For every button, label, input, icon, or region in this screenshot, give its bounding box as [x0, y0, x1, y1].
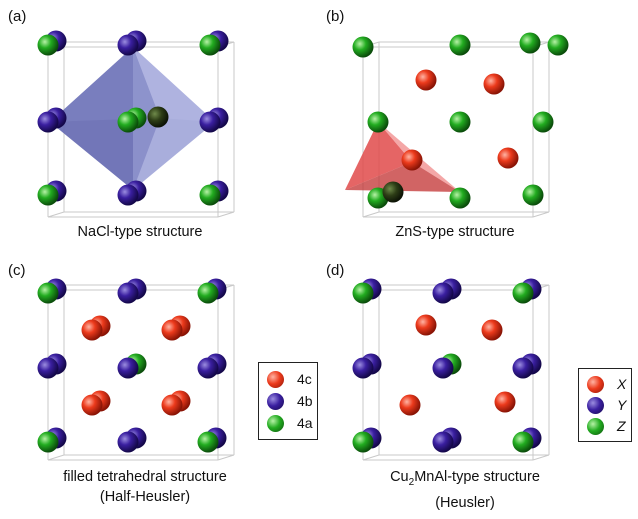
legend-item-4b — [267, 391, 327, 413]
blue-atom — [200, 112, 221, 133]
panel-label-a: (a) — [8, 8, 27, 25]
caption-half-heusler-line2: (Half-Heusler) — [99, 489, 191, 505]
blue-atom — [433, 283, 454, 304]
caption-half-heusler-line1: filled tetrahedral structure — [63, 469, 227, 485]
legend-item-4c — [267, 369, 327, 391]
unit-cell-edge — [533, 212, 549, 217]
green-atom — [118, 112, 139, 133]
red-atom-icon — [267, 371, 284, 388]
blue-atom-icon — [587, 397, 604, 414]
blue-atom — [118, 358, 139, 379]
green-atom — [368, 112, 389, 133]
red-atom — [82, 320, 103, 341]
green-atom — [38, 283, 59, 304]
caption-zns: ZnS-type structure — [395, 224, 515, 240]
legend-item-y — [587, 395, 638, 417]
blue-atom — [118, 35, 139, 56]
caption-heusler-sub: 2 — [408, 476, 415, 488]
caption-nacl: NaCl-type structure — [77, 224, 203, 240]
green-atom — [533, 112, 554, 133]
blue-atom — [198, 358, 219, 379]
green-atom — [38, 432, 59, 453]
blue-atom — [433, 432, 454, 453]
caption-heusler-post: MnAl-type structure — [414, 469, 540, 485]
legend-item-4a — [267, 413, 327, 435]
green-atom — [353, 283, 374, 304]
coordination-polyhedra — [50, 47, 460, 192]
unit-cell-edge — [48, 455, 64, 460]
caption-heusler — [330, 467, 600, 513]
blue-atom — [433, 358, 454, 379]
unit-cell-edge — [48, 212, 64, 217]
green-atom — [198, 283, 219, 304]
red-atom — [416, 315, 437, 336]
blue-atom — [118, 432, 139, 453]
green-atom — [353, 432, 374, 453]
legend-item-z — [587, 416, 638, 438]
green-atom — [38, 35, 59, 56]
blue-atom — [353, 358, 374, 379]
caption-heusler-pre: Cu — [390, 469, 409, 485]
green-atom — [200, 185, 221, 206]
legend-item-x — [587, 374, 638, 396]
legend-label-z: Z — [617, 418, 626, 434]
green-atom-icon — [267, 415, 284, 432]
legend-label-4a: 4a — [297, 415, 313, 431]
legend-label-x: X — [617, 376, 627, 392]
blue-atom-icon — [267, 393, 284, 410]
legend-d — [578, 368, 632, 442]
green-atom — [520, 33, 541, 54]
panel-label-c: (c) — [8, 262, 26, 279]
red-atom — [498, 148, 519, 169]
unit-cell-edge — [363, 212, 379, 217]
red-atom — [484, 74, 505, 95]
green-atom-icon — [587, 418, 604, 435]
blue-atom — [513, 358, 534, 379]
dark-atom — [383, 182, 404, 203]
green-atom — [450, 112, 471, 133]
unit-cell-edge — [363, 455, 379, 460]
green-atom — [548, 35, 569, 56]
green-atom — [523, 185, 544, 206]
green-atom — [200, 35, 221, 56]
legend-label-y: Y — [617, 397, 627, 413]
green-atom — [353, 37, 374, 58]
red-atom — [482, 320, 503, 341]
green-atom — [450, 35, 471, 56]
legend-c — [258, 362, 318, 440]
panel-label-b: (b) — [326, 8, 345, 25]
red-atom — [82, 395, 103, 416]
blue-atom — [118, 283, 139, 304]
red-atom-icon — [587, 376, 604, 393]
legend-label-4b: 4b — [297, 393, 313, 409]
unit-cell-edge — [533, 455, 549, 460]
red-atom — [162, 395, 183, 416]
red-atom — [162, 320, 183, 341]
caption-half-heusler — [10, 467, 280, 507]
green-atom — [513, 432, 534, 453]
green-atom — [198, 432, 219, 453]
green-atom — [450, 188, 471, 209]
red-atom — [400, 395, 421, 416]
green-atom — [513, 283, 534, 304]
dark-atom — [148, 107, 169, 128]
blue-atom — [118, 185, 139, 206]
panel-label-d: (d) — [326, 262, 345, 279]
unit-cell-edge — [218, 455, 234, 460]
green-atom — [38, 185, 59, 206]
blue-atom — [38, 358, 59, 379]
blue-atom — [38, 112, 59, 133]
red-atom — [402, 150, 423, 171]
legend-label-4c: 4c — [297, 371, 312, 387]
red-atom — [495, 392, 516, 413]
caption-heusler-line2: (Heusler) — [435, 494, 495, 511]
unit-cell-edge — [218, 212, 234, 217]
red-atom — [416, 70, 437, 91]
